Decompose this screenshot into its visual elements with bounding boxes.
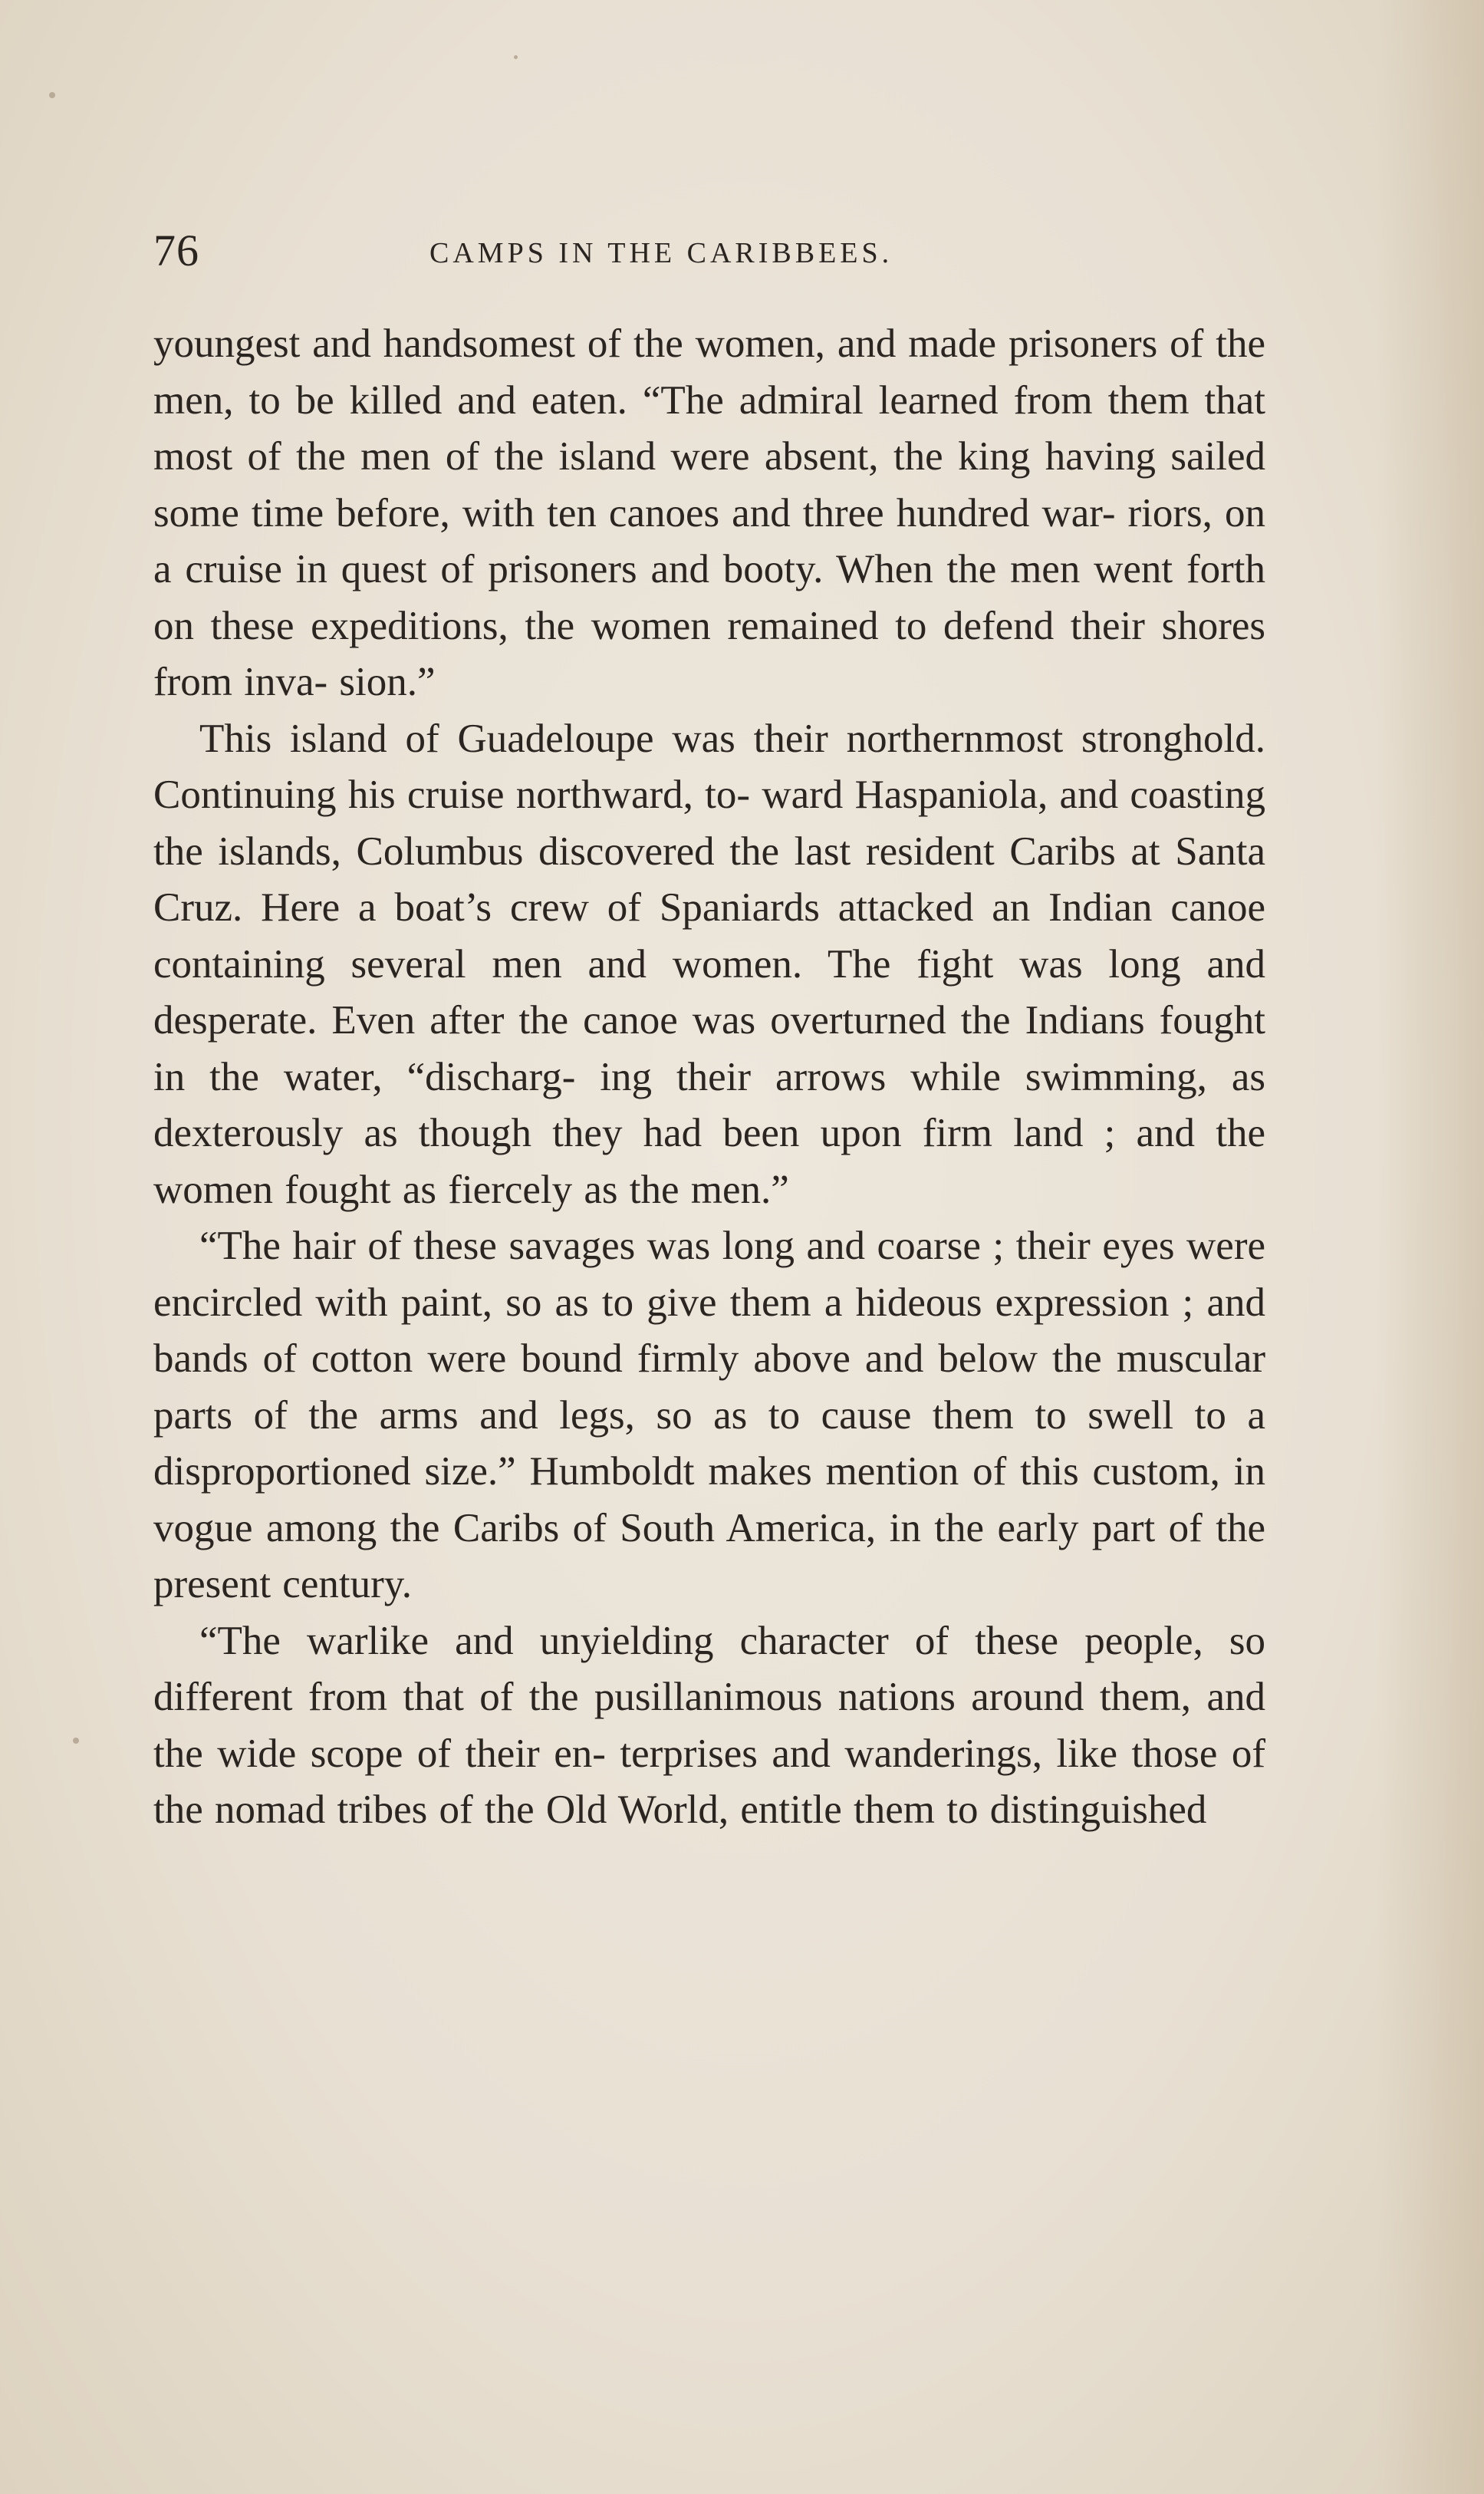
paragraph: youngest and handsomest of the women, and made prisoners of the men, to be killed and eaten. “The admiral learned from them that most of the men of the island were absent, the king having sailed some time before, with ten canoes and three hundred war- riors, on a cruise in quest of prisoners and booty. When the men went forth on these expeditions, the women remained to defend their shores from inva- sion.”	[153, 321, 1265, 704]
paragraph: “The warlike and unyielding character of these people, so different from that of the pusillanimous nations around them, and the wide scope of their en- terprises and wanderings, like those of the nomad tribes of the Old World, entitle them to distinguished	[153, 1618, 1265, 1832]
paper-speck	[514, 55, 518, 59]
page-edge-shading	[1377, 0, 1484, 2494]
paper-speck	[49, 92, 55, 98]
body-text	[153, 316, 1265, 1839]
page-number: 76	[153, 226, 199, 275]
paper-speck	[73, 1738, 79, 1744]
paragraph: “The hair of these savages was long and coarse ; their eyes were encircled with paint, so as to give them a hideous expression ; and bands of cotton were bound firmly above and below the muscular parts of the arms and legs, so as to cause them to swell to a disproportioned size.” Humboldt makes mention of this custom, in vogue among the Caribs of South America, in the early part of the present century.	[153, 1224, 1265, 1606]
paragraph: This island of Guadeloupe was their northernmost stronghold. Continuing his cruise northward, to- ward Haspaniola, and coasting the islands, Columbus discovered the last resident Caribs at Santa Cruz. Here a boat’s crew of Spaniards attacked an Indian canoe containing several men and women. The fight was long and desperate. Even after the canoe was overturned the Indians fought in the water, “discharg- ing their arrows while swimming, as dexterously as though they had been upon firm land ; and the women fought as fiercely as the men.”	[153, 716, 1265, 1212]
running-title: CAMPS IN THE CARIBBEES.	[429, 237, 893, 269]
page-header	[153, 224, 1265, 278]
